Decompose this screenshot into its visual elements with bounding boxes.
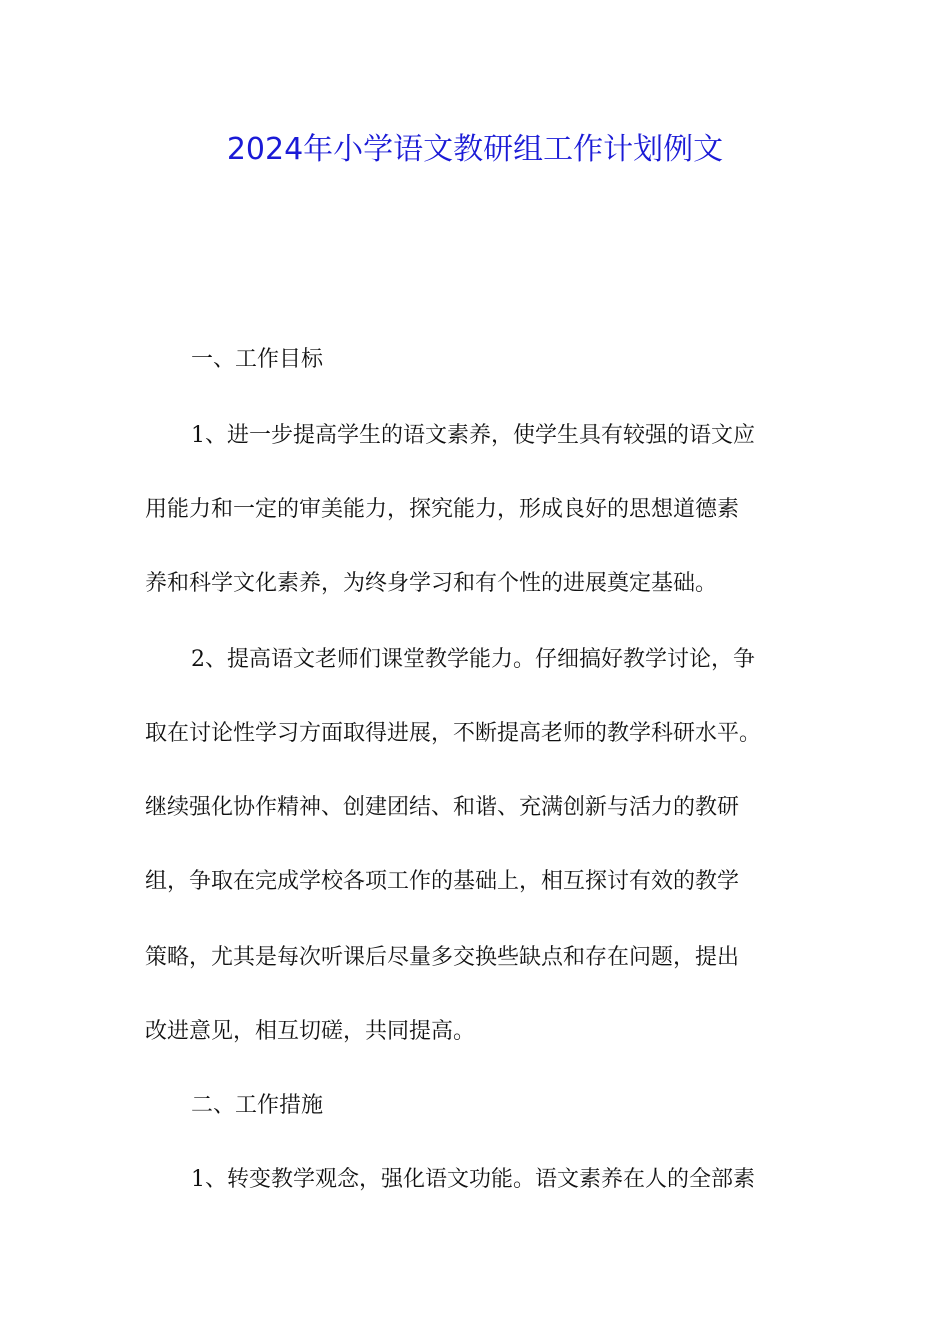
paragraph-line: 1、进一步提高学生的语文素养，使学生具有较强的语文应 [191,423,755,448]
paragraph-line: 2、提高语文老师们课堂教学能力。仔细搞好教学讨论，争 [191,647,755,672]
paragraph-line: 1、转变教学观念，强化语文功能。语文素养在人的全部素 [191,1167,755,1192]
section-heading-goals: 一、工作目标 [191,347,324,372]
section-heading-measures: 二、工作措施 [191,1093,324,1118]
paragraph-line: 改进意见，相互切磋，共同提高。 [145,1019,476,1044]
paragraph-line: 取在讨论性学习方面取得进展，不断提高老师的教学科研水平。 [145,721,762,746]
paragraph-line: 组，争取在完成学校各项工作的基础上，相互探讨有效的教学 [145,869,740,894]
paragraph-line: 策略，尤其是每次听课后尽量多交换些缺点和存在问题，提出 [145,945,740,970]
document-title: 2024年小学语文教研组工作计划例文 [226,132,724,167]
paragraph-line: 养和科学文化素养，为终身学习和有个性的进展奠定基础。 [145,571,718,596]
paragraph-line: 用能力和一定的审美能力，探究能力，形成良好的思想道德素 [145,497,740,522]
paragraph-line: 继续强化协作精神、创建团结、和谐、充满创新与活力的教研 [145,795,740,820]
